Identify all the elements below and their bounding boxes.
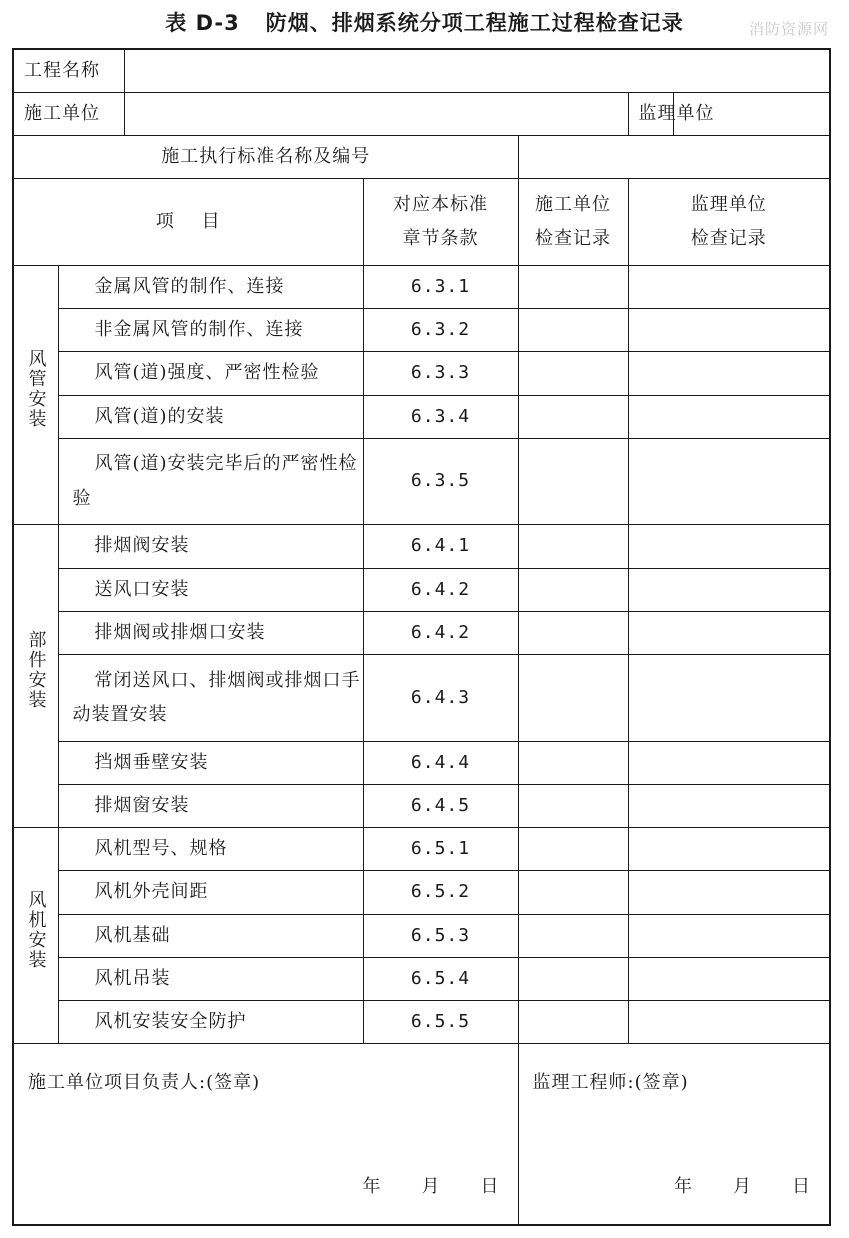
item-header xyxy=(13,179,363,266)
group-name: 风管安装 xyxy=(25,348,47,429)
clause-cell: 6.3.4 xyxy=(363,395,518,438)
supervision-record-cell[interactable] xyxy=(628,957,830,1000)
item-cell: 排烟阀安装 xyxy=(58,525,363,568)
supervision-signature-cell[interactable] xyxy=(518,1044,830,1225)
standard-value[interactable] xyxy=(518,136,830,179)
clause-cell: 6.5.4 xyxy=(363,957,518,1000)
construction-record-cell[interactable] xyxy=(518,784,628,827)
supervision-record-cell[interactable] xyxy=(628,568,830,611)
item-cell: 排烟阀或排烟口安装 xyxy=(58,611,363,654)
clause-cell: 6.3.2 xyxy=(363,309,518,352)
construction-record-cell[interactable] xyxy=(518,611,628,654)
supervision-record-cell[interactable] xyxy=(628,395,830,438)
construction-record-cell[interactable] xyxy=(518,265,628,308)
item-cell: 非金属风管的制作、连接 xyxy=(58,309,363,352)
supervision-record-cell[interactable] xyxy=(628,914,830,957)
supervision-record-cell[interactable] xyxy=(628,871,830,914)
construction-check-header-line1: 施工单位 xyxy=(535,193,611,215)
supervision-record-cell[interactable] xyxy=(628,309,830,352)
table-code: 表 D-3 xyxy=(165,11,240,35)
signature-row xyxy=(13,1044,830,1225)
table-title: 防烟、排烟系统分项工程施工过程检查记录 xyxy=(265,11,684,35)
item-cell: 排烟窗安装 xyxy=(58,784,363,827)
table-row xyxy=(13,568,830,611)
date-day: 日 xyxy=(792,1175,811,1197)
table-row xyxy=(13,611,830,654)
group-name: 风机安装 xyxy=(25,889,47,970)
item-cell: 风机外壳间距 xyxy=(58,871,363,914)
item-cell: 风机安装安全防护 xyxy=(58,1001,363,1044)
clause-cell: 6.5.2 xyxy=(363,871,518,914)
supervision-record-cell[interactable] xyxy=(628,525,830,568)
construction-record-cell[interactable] xyxy=(518,395,628,438)
item-cell: 风管(道)的安装 xyxy=(58,395,363,438)
construction-record-cell[interactable] xyxy=(518,525,628,568)
construction-unit-value[interactable] xyxy=(363,92,628,135)
standard-label-cell xyxy=(13,136,518,179)
clause-cell: 6.4.1 xyxy=(363,525,518,568)
clause-cell: 6.5.3 xyxy=(363,914,518,957)
item-cell: 挡烟垂壁安装 xyxy=(58,741,363,784)
date-month: 月 xyxy=(421,1175,441,1197)
table-row xyxy=(13,352,830,395)
table-row xyxy=(13,395,830,438)
clause-cell: 6.4.2 xyxy=(363,611,518,654)
construction-record-cell[interactable] xyxy=(518,568,628,611)
clause-cell: 6.3.5 xyxy=(363,438,518,525)
project-name-row xyxy=(13,49,830,92)
project-name-label: 工程名称 xyxy=(24,59,100,81)
clause-cell: 6.4.2 xyxy=(363,568,518,611)
clause-header-line1: 对应本标准 xyxy=(393,193,488,215)
date-month: 月 xyxy=(733,1175,752,1197)
table-row xyxy=(13,914,830,957)
cell-divider xyxy=(124,93,125,135)
construction-record-cell[interactable] xyxy=(518,655,628,742)
item-cell: 金属风管的制作、连接 xyxy=(58,265,363,308)
date-year: 年 xyxy=(362,1175,382,1197)
page-title xyxy=(0,6,849,40)
clause-cell: 6.5.5 xyxy=(363,1001,518,1044)
standard-label: 施工执行标准名称及编号 xyxy=(161,146,371,168)
construction-signature-date xyxy=(323,1170,500,1204)
table-row xyxy=(13,265,830,308)
clause-cell: 6.5.1 xyxy=(363,828,518,871)
group-name: 部件安装 xyxy=(25,630,47,711)
table-row xyxy=(13,828,830,871)
table-row xyxy=(13,957,830,1000)
table-row xyxy=(13,525,830,568)
item-cell: 常闭送风口、排烟阀或排烟口手动装置安装 xyxy=(58,655,363,742)
supervision-signature-label: 监理工程师:(签章) xyxy=(532,1072,689,1094)
clause-header xyxy=(363,179,518,266)
supervision-record-cell[interactable] xyxy=(628,741,830,784)
item-cell: 风机吊装 xyxy=(58,957,363,1000)
construction-record-cell[interactable] xyxy=(518,741,628,784)
clause-cell: 6.4.5 xyxy=(363,784,518,827)
supervision-record-cell[interactable] xyxy=(628,828,830,871)
construction-unit-label-cell xyxy=(13,92,363,135)
date-year: 年 xyxy=(674,1175,693,1197)
construction-record-cell[interactable] xyxy=(518,914,628,957)
supervision-check-header-line1: 监理单位 xyxy=(690,193,767,215)
group-label-fan xyxy=(13,828,58,1044)
item-cell: 风管(道)安装完毕后的严密性检验 xyxy=(58,438,363,525)
item-cell: 风管(道)强度、严密性检验 xyxy=(58,352,363,395)
standard-row xyxy=(13,136,830,179)
cell-divider xyxy=(124,50,125,92)
construction-signature-label: 施工单位项目负责人:(签章) xyxy=(28,1072,261,1094)
clause-cell: 6.4.3 xyxy=(363,655,518,742)
supervision-check-header-line2: 检查记录 xyxy=(690,228,767,249)
clause-cell: 6.4.4 xyxy=(363,741,518,784)
supervision-record-cell[interactable] xyxy=(628,784,830,827)
clause-cell: 6.3.3 xyxy=(363,352,518,395)
table-row xyxy=(13,438,830,525)
column-header-row xyxy=(13,179,830,266)
supervision-record-cell[interactable] xyxy=(628,265,830,308)
project-name-value[interactable] xyxy=(363,49,830,92)
table-row xyxy=(13,1001,830,1044)
item-cell: 送风口安装 xyxy=(58,568,363,611)
date-day: 日 xyxy=(480,1175,500,1197)
construction-record-cell[interactable] xyxy=(518,1001,628,1044)
supervision-record-cell[interactable] xyxy=(628,438,830,525)
construction-check-header xyxy=(518,179,628,266)
construction-record-cell[interactable] xyxy=(518,309,628,352)
table-row xyxy=(13,871,830,914)
supervision-record-cell[interactable] xyxy=(628,352,830,395)
unit-row xyxy=(13,92,830,135)
table-row xyxy=(13,741,830,784)
clause-cell: 6.3.1 xyxy=(363,265,518,308)
construction-record-cell[interactable] xyxy=(518,957,628,1000)
supervision-signature-date xyxy=(634,1170,811,1204)
watermark: 消防资源网 xyxy=(748,20,829,38)
construction-check-header-line2: 检查记录 xyxy=(535,228,611,249)
construction-signature-cell[interactable] xyxy=(13,1044,518,1225)
construction-unit-label: 施工单位 xyxy=(24,102,100,124)
table-row xyxy=(13,655,830,742)
group-label-duct xyxy=(13,265,58,525)
group-label-components xyxy=(13,525,58,828)
item-cell: 风机基础 xyxy=(58,914,363,957)
supervision-unit-label: 监理单位 xyxy=(638,102,715,124)
item-cell: 风机型号、规格 xyxy=(58,828,363,871)
table-row xyxy=(13,309,830,352)
supervision-record-cell[interactable] xyxy=(628,611,830,654)
supervision-record-cell[interactable] xyxy=(628,655,830,742)
supervision-record-cell[interactable] xyxy=(628,1001,830,1044)
construction-record-cell[interactable] xyxy=(518,438,628,525)
inspection-record-table xyxy=(12,48,831,1226)
construction-record-cell[interactable] xyxy=(518,871,628,914)
construction-record-cell[interactable] xyxy=(518,828,628,871)
project-name-label-cell xyxy=(13,49,363,92)
supervision-unit-label-cell xyxy=(628,92,715,135)
clause-header-line2: 章节条款 xyxy=(402,228,479,249)
item-header-text: 项 目 xyxy=(155,210,221,232)
supervision-check-header xyxy=(628,179,830,266)
construction-record-cell[interactable] xyxy=(518,352,628,395)
table-row xyxy=(13,784,830,827)
